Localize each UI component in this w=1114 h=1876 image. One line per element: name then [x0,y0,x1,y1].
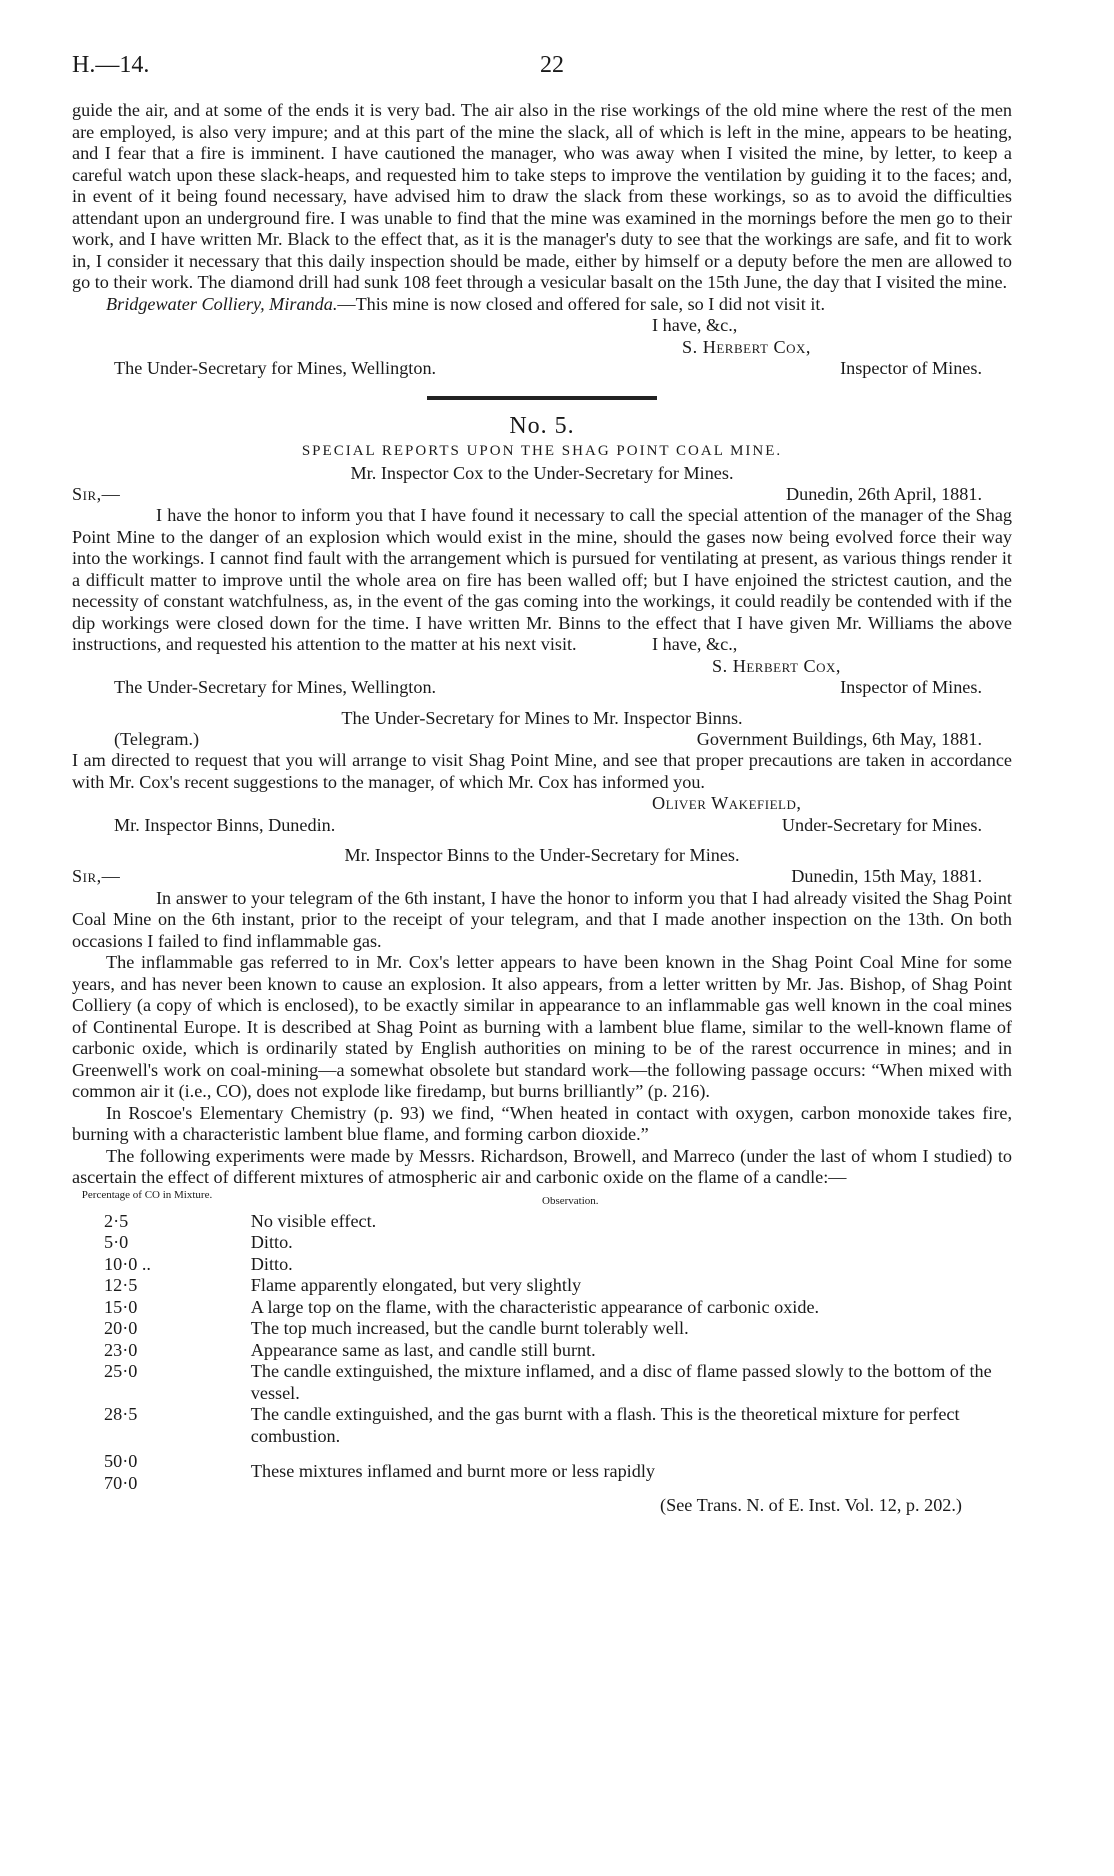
table-row [72,1211,1012,1233]
place-date: Dunedin, 26th April, 1881. [785,483,982,504]
observation-cell: A large top on the flame, with the characteristic appearance of carbonic oxide. [250,1296,820,1317]
letter1-heading: Mr. Inspector Cox to the Under-Secretary for Mines. [350,462,734,483]
signer-title: Under-Secretary for Mines. [781,814,982,835]
place-date: Dunedin, 15th May, 1881. [791,866,982,886]
grouped-observation: These mixtures inflamed and burnt more or less rapidly [250,1461,655,1481]
observation-cell: Ditto. [250,1253,293,1274]
grouped-pct: 70·0 [104,1472,138,1493]
pct-cell: 2·5 [104,1210,129,1231]
observation-cell: Flame apparently elongated, but very slightly [250,1275,582,1295]
observation-cell: No visible effect. [250,1210,377,1231]
letter1-signature-row [72,677,1012,699]
page-header [72,52,1012,100]
letter2-type-row [72,729,1012,751]
salutation: Sir,— [72,483,121,504]
letter2-signer: Oliver Wakefield, [652,793,802,813]
place-date: Government Buildings, 6th May, 1881. [696,728,982,749]
bridgewater-title: Bridgewater Colliery, Miranda. [106,293,338,314]
letter3-para1: In answer to your telegram of the 6th instant, I have the honor to inform you that I had already visited the Shag Point Coal Mine on the 6th instant, prior to the receipt of your telegram, and that I made another inspection on the 13th. On both occasions I failed to find inflammable gas. [72,887,1012,951]
section-divider [427,396,657,400]
letter1-signer: S. Herbert Cox, [712,655,841,676]
col2-header: Observation. [542,1194,599,1207]
grouped-pct: 50·0 [104,1451,138,1471]
letter1-closing: I have, &c., [652,634,738,654]
addressee: The Under-Secretary for Mines, Wellington. [114,358,437,378]
signer-title: Inspector of Mines. [840,358,982,378]
document-page [72,52,1012,1516]
signature-row [72,358,1012,380]
table-row [72,1232,1012,1254]
closing: I have, &c., [652,315,738,335]
pct-cell: 5·0 [104,1232,129,1252]
signer-title: Inspector of Mines. [840,677,982,697]
grouped-rows [72,1451,1012,1494]
letter2-body: I am directed to request that you will arrange to visit Shag Point Mine, and see that proper precautions are taken in accordance with Mr. Cox's recent suggestions to the manager, of which Mr. Cox has informed you. [72,750,1012,792]
letter3-para3: In Roscoe's Elementary Chemistry (p. 93) we find, “When heated in contact with oxygen, carbon monoxide takes fire, burning with a characteristic lambent blue flame, and forming carbon dioxide.” [72,1102,1012,1144]
letter1-salutation-row [72,484,1012,506]
table-row [72,1404,1012,1447]
bridgewater-text: —This mine is now closed and offered for sale, so I did not visit it. [337,293,825,314]
page-number: 22 [540,52,564,78]
letter3-salutation-row [72,866,1012,888]
table-row [72,1297,1012,1319]
letter3-para4: The following experiments were made by Messrs. Richardson, Browell, and Marreco (under the last of whom I studied) to ascertain the effect of different mixtures of atmospheric air and carbonic oxide on the flame of a candle:— [72,1145,1012,1187]
signer: S. Herbert Cox, [682,336,811,357]
salutation: Sir,— [72,866,121,886]
table-row [72,1318,1012,1340]
pct-cell: 15·0 [104,1296,138,1317]
observation-cell: Appearance same as last, and candle still burnt. [250,1339,596,1360]
table-header [72,1189,1012,1207]
pct-cell: 23·0 [104,1339,138,1360]
observation-cell: Ditto. [250,1232,293,1252]
pct-cell: 10·0 .. [104,1253,151,1274]
section-number: No. 5. [509,412,575,439]
table-row [72,1254,1012,1276]
bridgewater-paragraph [72,294,1012,316]
addressee: The Under-Secretary for Mines, Wellington. [114,677,437,697]
addressee: Mr. Inspector Binns, Dunedin. [114,814,336,835]
letter2-heading: The Under-Secretary for Mines to Mr. Inspector Binns. [341,707,743,728]
pct-cell: 25·0 [104,1361,138,1381]
letter1-body: I have the honor to inform you that I have found it necessary to call the special attention of the manager of the Shag Point Mine to the danger of an explosion which would exist in the mine, should the gases now being evolved force their way into the workings. I cannot find fault with the arrangement which is pursued for ventilating at present, as various things render it a difficult matter to improve until the whole area on fire has been walled off; but I have enjoined the strictest caution, and the necessity of constant watchfulness, as, in the event of the gas coming into the workings, it could readily be contended with if the dip workings were closed down for the time. I have written Mr. Binns to the effect that I have given Mr. Williams the above instructions, and requested his attention to the matter at his next visit. [72,505,1012,654]
telegram-label: (Telegram.) [114,728,200,749]
pct-cell: 20·0 [104,1318,138,1338]
col1-header: Percentage of CO in Mixture. [81,1188,213,1201]
pct-cell: 12·5 [104,1275,138,1295]
section-title: SPECIAL REPORTS UPON THE SHAG POINT COAL MINE. [301,442,783,459]
reference-note: (See Trans. N. of E. Inst. Vol. 12, p. 202.) [660,1495,962,1515]
table-row [72,1275,1012,1297]
continued-paragraph: guide the air, and at some of the ends it is very bad. The air also in the rise workings of the old mine where the rest of the men are employed, is also very impure; and at this part of the mine the slack, all of which is left in the mine, appears to be heating, and I fear that a fire is imminent. I have cautioned the manager, who was away when I visited the mine, by letter, to keep a careful watch upon these slack-heaps, and requested him to take steps to improve the ventilation by guiding it to the faces; and, in event of it being found necessary, have advised him to draw the slack from these workings, so as to avoid the difficulties attendant upon an underground fire. I was unable to find that the mine was examined in the mornings before the men go to their work, and I have written Mr. Black to the effect that, as it is the manager's duty to see that the workings are safe, and fit to work in, I consider it necessary that this daily inspection should be made, either by himself or a deputy before the men are allowed to go to their work. The diamond drill had sunk 108 feet through a vesicular basalt on the 15th June, the day that I visited the mine. [72,100,1012,292]
letter2-signature-row [72,815,1012,837]
observation-cell: The candle extinguished, the mixture inflamed, and a disc of flame passed slowly to the bottom of the vessel. [250,1361,992,1403]
observation-cell: The candle extinguished, and the gas burnt with a flash. This is the theoretical mixture for perfect combustion. [250,1404,960,1446]
pct-cell: 28·5 [104,1404,138,1424]
table-row [72,1340,1012,1362]
document-code: H.—14. [72,52,150,78]
letter3-para2: The inflammable gas referred to in Mr. Cox's letter appears to have been known in the Shag Point Coal Mine for some years, and has never been known to cause an explosion. It also appears, from a letter written by Mr. Jas. Bishop, of Shag Point Colliery (a copy of which is enclosed), to be exactly similar in appearance to an inflammable gas well known in the coal mines of Continental Europe. It is described at Shag Point as burning with a lambent blue flame, similar to the well-known flame of carbonic oxide, which is ordinarily stated by English authorities on mining to be of the rarest occurrence in mines; and in Greenwell's work on coal-mining—a somewhat obsolete but standard work—the following passage occurs: “When mixed with common air it (i.e., CO), does not explode like firedamp, but burns brilliantly” (p. 216). [72,952,1012,1101]
letter3-heading: Mr. Inspector Binns to the Under-Secretary for Mines. [344,845,740,865]
observation-cell: The top much increased, but the candle burnt tolerably well. [250,1318,689,1338]
table-row [72,1361,1012,1404]
experiment-table [72,1211,1012,1448]
